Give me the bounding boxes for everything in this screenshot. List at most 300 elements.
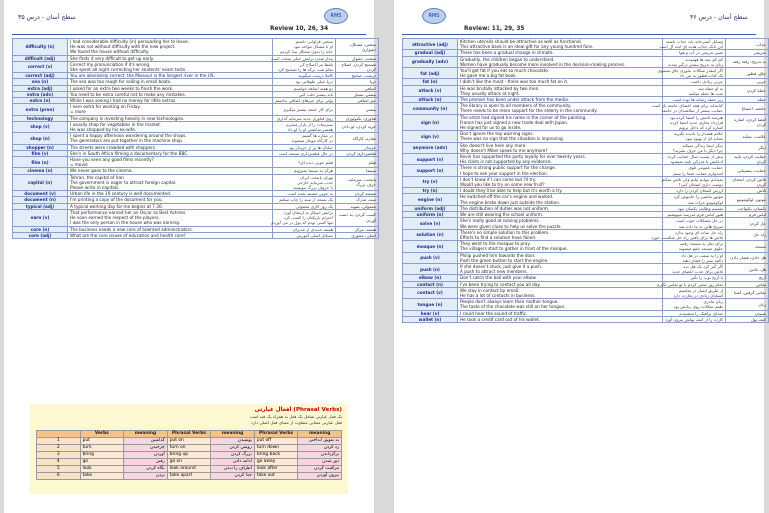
- english-example: I spent a happy afternoon wandering around the shops.: [70, 133, 187, 139]
- vocab-meaning: بیشتر: [336, 104, 379, 115]
- vocab-english: [458, 165, 663, 176]
- vocab-word: core (n): [13, 226, 68, 232]
- vocab-meaning: جامعه، اجتماع: [726, 103, 769, 114]
- vocab-persian: [270, 55, 336, 61]
- persian-translation: با آرنج توپ را نگیر: [690, 275, 723, 281]
- vocab-row: [403, 85, 769, 96]
- vocab-english: [68, 209, 273, 226]
- english-example: There was no sign that the situation is improving.: [460, 136, 565, 142]
- english-example: There has been a gradual change in climate.: [460, 50, 554, 56]
- vocab-meaning: دیگر: [726, 142, 769, 153]
- vocab-english: [68, 104, 273, 115]
- vocab-row: [403, 194, 769, 205]
- phrasal-meaning: جدا کردن: [211, 473, 255, 480]
- english-example: Efforts to find a solution have failed.: [460, 234, 537, 240]
- vocab-row: [403, 39, 769, 50]
- english-example: The villagers start to gather in front of the mosque.: [460, 246, 568, 252]
- vocab-persian: [663, 97, 726, 103]
- persian-translation: با حروف بزرگ بنویسید: [293, 185, 333, 191]
- vocab-word: technology: [13, 115, 68, 121]
- english-example: I could hear the sound of traffic.: [460, 310, 528, 316]
- vocab-meaning: هل، تلاش: [726, 263, 769, 274]
- vocab-word: sign (v): [403, 131, 458, 142]
- vocab-meaning: دریا: [336, 79, 379, 85]
- phrasal-verb: go on: [167, 459, 211, 466]
- persian-translation: برایش اسکار به ارمغان آورد: [283, 209, 333, 215]
- vocab-word: film (v): [13, 150, 68, 156]
- vocab-meaning: تماس: [726, 281, 769, 287]
- english-example: She finds it very difficult to get up early.: [70, 55, 154, 61]
- persian-translation: نشانه ای از بهبود نبود: [685, 136, 723, 142]
- english-example: The premier has been under attack from the media.: [460, 97, 570, 103]
- persian-translation: تلاش برای جذب اعضای جدید: [672, 269, 723, 275]
- row-number: 2: [37, 445, 81, 452]
- vocab-meaning: سخت، دشوار: [336, 55, 379, 61]
- english-example: That performance earned her an Oscar as Best Actress.: [70, 209, 187, 215]
- persian-translation: شب ها حمله میکنند: [688, 90, 723, 96]
- phrasal-verb: turn down: [254, 445, 298, 452]
- vocab-word: extra (adv): [13, 91, 68, 97]
- persian-translation: یک روز کاری معمولی: [295, 203, 333, 209]
- persian-translation: بیدار شدن برایش خیلی سخت است: [270, 55, 333, 61]
- vocab-meaning: حمله: [726, 97, 769, 103]
- verb-meaning: چرخیدن: [124, 445, 168, 452]
- english-example: There's no simple solution to this problem.: [460, 229, 550, 235]
- vocab-persian: [663, 287, 726, 298]
- vocab-persian: [273, 104, 336, 115]
- vocab-word: mosque (n): [403, 241, 458, 252]
- phrasal-header: meaning: [124, 431, 168, 438]
- persian-translation: اگر اینقدر شکلات بخوری چاق میشوی: [657, 68, 723, 74]
- english-example: The business needs a new core of talented administrators.: [70, 226, 193, 232]
- english-example: = movie: [70, 162, 88, 168]
- vocab-word: document (n): [13, 197, 68, 203]
- phrasal-verb: bring back: [254, 452, 298, 459]
- vocab-meaning: مستند کردن: [336, 191, 379, 197]
- vocab-row: [13, 121, 379, 132]
- persian-translation: پولی برای چیزهای اضافی نداشتم: [275, 98, 333, 104]
- rms-badge: RMS: [324, 8, 348, 24]
- vocab-persian: [273, 133, 336, 144]
- base-verb: take: [80, 473, 124, 480]
- english-example: The sea was too rough for sailing in small boats.: [70, 79, 172, 85]
- english-example: She's in South Africa filming a documentary for the BBC.: [70, 150, 189, 156]
- vocab-row: [13, 61, 379, 72]
- vocab-word: solve (v): [403, 218, 458, 229]
- vocab-english: [458, 194, 663, 205]
- phrasal-header-num: [37, 431, 81, 438]
- vocab-persian: [273, 174, 336, 191]
- english-example: I usually shop for vegetables in the market.: [70, 121, 162, 127]
- vocab-word: extra (pron): [13, 104, 68, 115]
- english-example: I didn't like the meat - there was too much fat on it.: [460, 79, 569, 85]
- english-example: The government is eager to attract foreign capital.: [70, 179, 177, 185]
- vocab-row: [403, 131, 769, 142]
- vocab-english: [68, 157, 273, 168]
- base-verb: go: [80, 459, 124, 466]
- vocab-meaning: امضا کردن، اشاره کردن: [726, 114, 769, 131]
- vocab-word: push (n): [403, 263, 458, 274]
- phrasal-header: Phrasal Verbs: [254, 431, 298, 438]
- english-example: The library is open to all members of the community.: [460, 103, 572, 109]
- persian-translation: زبان مادری: [703, 299, 723, 305]
- phrasal-meaning: اطراف را دیدن: [211, 466, 255, 473]
- vocab-english: [458, 131, 663, 142]
- persian-translation: دریا خیلی طوفانی بود: [295, 79, 333, 85]
- persian-translation: جلوی مسجد جمع میشوند: [678, 246, 723, 252]
- phrasal-verb: bring up: [167, 452, 211, 459]
- english-example: I don't know if I can come but I'll try.: [460, 176, 537, 182]
- english-example: The taste of the chocolate was still on her tongue.: [460, 304, 566, 310]
- row-number: 3: [37, 452, 81, 459]
- english-example: I had considerable difficulty (in) persuading her to leave.: [70, 39, 190, 44]
- english-example: I doubt they'll be able to help but it's worth a try.: [460, 188, 563, 194]
- english-example: Correct my pronunciation if it's wrong.: [70, 61, 151, 67]
- vocab-word: sea (n): [13, 79, 68, 85]
- vocab-word: support (n): [403, 165, 458, 176]
- persian-translation: دیگر اینجا زندگی نمیکند: [682, 142, 723, 148]
- english-example: There needs to be more support for the elderly in the community.: [460, 108, 598, 114]
- vocab-meaning: اضافی: [336, 85, 379, 91]
- vocab-row: [13, 39, 379, 56]
- english-example: We were given clues to help us solve the puzzle.: [460, 223, 562, 229]
- persian-translation: چربی زیادی داشت: [690, 79, 723, 85]
- persian-translation: کاملا درست میگویید: [298, 73, 333, 79]
- vocab-meaning: سند، مدرک: [336, 197, 379, 203]
- english-example: She's really good at solving problems.: [460, 218, 540, 224]
- left-page: [4, 0, 374, 513]
- rms-badge: RMS: [422, 8, 446, 24]
- vocab-word: contact (n): [403, 281, 458, 287]
- header-rule: [12, 34, 366, 35]
- vocab-row: [403, 299, 769, 310]
- vocab-word: engine (n): [403, 194, 458, 205]
- vocab-persian: [651, 103, 726, 114]
- vocab-persian: [273, 209, 336, 226]
- vocab-meaning: شنیدن: [726, 310, 769, 316]
- phrasal-header-row: [37, 431, 342, 438]
- phrasal-title: افعال عبارتی (Phrasal Verbs): [254, 407, 342, 413]
- vocab-persian: [663, 252, 726, 263]
- english-example: What are the core issues of education and health care?: [70, 232, 186, 238]
- vocab-meaning: فناوری، تکنولوژی: [336, 115, 379, 121]
- persian-translation: برای نماز به مسجد رفتند: [679, 241, 723, 247]
- persian-translation: باید بیشتر دقت کنی: [298, 91, 333, 97]
- phrasal-header: Verbs: [80, 431, 124, 438]
- persian-translation: تغییر تدریجی در آب و هوا: [679, 50, 723, 56]
- persian-translation: هسته جدیدی از مدیران: [292, 226, 333, 232]
- vocab-persian: [658, 39, 726, 50]
- persian-translation: حمایت عمومی قوی: [688, 165, 723, 171]
- vocab-meaning: مسجد: [726, 241, 769, 252]
- english-example: If she doesn't stuck, just give it a push.: [460, 263, 543, 269]
- vocab-english: [68, 174, 273, 191]
- persian-translation: دوست داری امتحان کنی؟: [678, 182, 723, 188]
- vocab-english: [458, 263, 663, 274]
- persian-translation: خیابان ها پر از خریدار بود: [288, 144, 333, 150]
- vocab-persian: [273, 115, 336, 121]
- vocab-english: [68, 61, 273, 72]
- vocab-english: [458, 241, 663, 252]
- left-page-title: سطح آسان - درس ۳۵: [18, 14, 76, 21]
- vocab-word: shopper (n): [13, 144, 68, 150]
- english-example: There is strong public support for the change.: [460, 165, 557, 171]
- vocab-row: [13, 104, 379, 115]
- english-example: = more: [70, 109, 86, 115]
- vocab-meaning: سختی، مشکل، دشواری: [336, 39, 379, 56]
- vocab-english: [458, 39, 663, 50]
- persian-translation: برای کار جمعه بیشتر میگیرم: [283, 106, 333, 112]
- phrasal-verb: take out: [254, 473, 298, 480]
- english-example: Gradually, the children began to understand.: [460, 56, 555, 62]
- vocab-persian: [273, 150, 336, 156]
- vocab-persian: [273, 61, 336, 72]
- vocab-row: [403, 56, 769, 67]
- phrasal-line-1: یک فعل عبارتی شامل یک فعل به همراه یک قید است: [249, 414, 342, 419]
- vocab-persian: [663, 131, 726, 142]
- vocab-word: difficulty (n): [13, 39, 68, 56]
- vocab-persian: [663, 154, 726, 165]
- persian-translation: کم کم بچه ها فهمیدند: [685, 56, 723, 62]
- vocab-meaning: بیشتر، بسیار: [336, 91, 379, 97]
- persian-translation: احترام بازیکنان را کسب کرد: [283, 215, 333, 221]
- vocab-persian: [273, 39, 336, 56]
- vocab-meaning: حمایت کردن، تایید کردن: [726, 154, 769, 165]
- vocab-row: [403, 263, 769, 274]
- english-example: He was not without difficulty with the new project.: [70, 44, 176, 50]
- english-example: We stay in contact by email.: [460, 287, 520, 293]
- phrasal-meaning: بیرون آوردن: [298, 473, 342, 480]
- verb-meaning: آوردن: [124, 452, 168, 459]
- vocab-meaning: آرنج: [726, 275, 769, 281]
- vocab-english: [458, 103, 663, 114]
- vocab-word: support (v): [403, 154, 458, 165]
- vocab-word: earn (v): [13, 209, 68, 226]
- persian-translation: دو هفته اضافه خواستم: [293, 85, 333, 91]
- row-number: 6: [37, 473, 81, 480]
- persian-translation: سختی فراوانی داشتم: [295, 39, 333, 44]
- vocab-meaning: درست، صحیح: [336, 73, 379, 79]
- persian-translation: ادعایش با مدرکی تایید نمیشود: [670, 159, 723, 165]
- persian-translation: چرا دیگر با من حرف نمیزند؟: [672, 147, 723, 153]
- english-example: The company is investing heavily in new technologies.: [70, 115, 185, 121]
- vocab-persian: [273, 232, 336, 238]
- english-example: People don't always learn their mother tongue.: [460, 299, 559, 305]
- english-example: I asked for an extra two weeks to finish the work.: [70, 85, 174, 91]
- vocab-meaning: فیلمبرداری کردن: [336, 150, 379, 156]
- vocab-meaning: کسب کردن، به دست آوردن: [336, 209, 379, 226]
- english-example: Don't ignore the top warning signs.: [460, 131, 534, 137]
- vocab-persian: [663, 263, 726, 274]
- vocab-english: [458, 68, 663, 79]
- vocab-english: [458, 85, 663, 96]
- vocab-persian: [663, 176, 726, 187]
- english-example: He was shopped by his ex-wife.: [70, 127, 137, 133]
- english-example: They went to the mosque to pray.: [460, 241, 531, 247]
- persian-translation: راه حل ساده ای وجود ندارد: [674, 229, 723, 235]
- persian-translation: تلاش ها برای یافتن راه حل شکست خورد: [651, 234, 723, 240]
- vocab-row: [403, 252, 769, 263]
- row-number: 4: [37, 459, 81, 466]
- vocab-meaning: معمولی، نمونه: [336, 203, 379, 209]
- english-example: He took a credit card out of his wallet.: [460, 316, 541, 322]
- vocab-row: [403, 165, 769, 176]
- vocab-word: extra (n): [13, 98, 68, 104]
- vocab-persian: [273, 157, 336, 168]
- vocab-meaning: اصلی، محوری: [336, 232, 379, 238]
- vocab-meaning: خرید کردن، لو دادن: [336, 121, 379, 132]
- vocab-word: shop (v): [13, 121, 68, 132]
- vocab-english: [68, 133, 273, 144]
- vocab-meaning: هل دادن، فشار دادن: [726, 252, 769, 263]
- english-example: We found the house without difficulty.: [70, 49, 150, 55]
- english-example: Why doesn't Mikel speak to me anymore?: [460, 147, 548, 153]
- vocab-word: wallet (n): [403, 316, 458, 322]
- persian-translation: زنان به تدریج بیشتر درگیر شدند: [667, 61, 723, 67]
- english-example: Have you seen any good films recently?: [70, 157, 154, 163]
- vocab-meaning: راه حل: [726, 229, 769, 240]
- persian-translation: زیر حمله رسانه ها بوده است: [672, 97, 723, 103]
- vocab-persian: [656, 281, 726, 287]
- right-page-title: سطح آسان - درس ۳۶: [690, 14, 748, 21]
- persian-translation: صدای ترافیک را میشنیدم: [679, 310, 723, 316]
- phrasal-row: [37, 452, 342, 459]
- vocab-row: [403, 229, 769, 240]
- phrasal-verb: put off: [254, 438, 298, 445]
- vocab-word: attack (n): [403, 97, 458, 103]
- vocab-word: fat (adj): [403, 68, 458, 79]
- english-example: You'll get fat if you eat so much chocolate.: [460, 68, 550, 74]
- vocab-word: document (v): [13, 191, 68, 197]
- english-example: You are absolutely correct; the Missouri is the longest river in the US.: [70, 73, 215, 79]
- english-example: He signed for us to go inside.: [460, 125, 522, 131]
- row-number: 1: [37, 438, 81, 445]
- persian-translation: وسایل آشپزخانه باید جذاب باشند: [665, 39, 723, 44]
- left-review-label: Review 10, 26, 34: [270, 26, 329, 32]
- persian-translation: یک نسخه از سند را چاپ میکنم: [279, 197, 333, 203]
- persian-translation: سبزیجات را از بازار میخرم: [286, 121, 333, 127]
- english-example: Push the green button to start the engine.: [460, 257, 549, 263]
- english-example: You need to be extra careful not to make any mistakes.: [70, 91, 186, 97]
- vocab-english: [458, 299, 663, 310]
- english-example: He gave me a big fat book.: [460, 73, 517, 79]
- phrasal-meaning: ادامه دادن: [211, 459, 255, 466]
- vocab-meaning: زبان: [726, 299, 769, 310]
- english-example: This attractive bank is an ideal gift for any young hundred fans.: [460, 44, 594, 50]
- persian-translation: آشنایان زیادی در تجارت دارد: [673, 292, 723, 298]
- english-example: Tehran, the capital of Iran: [70, 174, 124, 180]
- vocab-row: [403, 218, 769, 229]
- phrasal-header: meaning: [211, 431, 255, 438]
- vocab-persian: [651, 229, 726, 240]
- vocab-word: typical (adj): [13, 203, 68, 209]
- persian-translation: بیش از بیست سال حمایت کرده: [667, 154, 723, 160]
- english-example: He was brutally attacked by two men.: [460, 85, 540, 91]
- vocab-word: solution (n): [403, 229, 458, 240]
- persian-translation: خانه را بدون مشکل پیدا کردیم: [280, 49, 333, 55]
- persian-translation: تمام شب برگه ها را تصحیح کرد: [277, 67, 333, 73]
- phrasal-verb: go away: [254, 459, 298, 466]
- english-example: I've been trying to contact you all day.: [460, 281, 541, 287]
- english-example: Women have gradually become more involved in the decision-making process.: [460, 61, 626, 67]
- english-example: We never goes to the cinema.: [70, 168, 133, 174]
- english-example: He has a lot of contacts in business.: [460, 292, 536, 298]
- base-verb: turn: [80, 445, 124, 452]
- vocab-english: [458, 142, 663, 153]
- persian-translation: دکمه سبز را فشار دهید: [682, 257, 723, 263]
- phrasal-row: [37, 459, 342, 466]
- persian-translation: در مغازه ها گشتم: [302, 133, 333, 139]
- right-page: [394, 0, 764, 513]
- vocab-english: [458, 176, 663, 187]
- persian-translation: هنوز لباس فرم مدرسه میپوشیم: [667, 212, 723, 218]
- english-example: Would you like to try on some new fruit?: [460, 182, 545, 188]
- phrasal-row: [37, 473, 342, 480]
- vocab-word: cinema (n): [13, 168, 68, 174]
- vocab-meaning: مغازه، کارگاه: [336, 133, 379, 144]
- vocab-persian: [663, 142, 726, 153]
- english-example: They usually attack at night.: [460, 90, 520, 96]
- persian-translation: تقسیم وظایف یکسان نبود: [677, 205, 723, 211]
- vocab-meaning: خریدار: [336, 144, 379, 150]
- persian-translation: طعم شکلات روی زبانش بود: [673, 304, 723, 310]
- persian-translation: از طریق ایمیل در تماسیم: [678, 287, 723, 293]
- phrasal-meaning: دور شدن: [298, 459, 342, 466]
- phrasal-header: meaning: [298, 431, 342, 438]
- verb-meaning: گذاشتن: [124, 438, 168, 445]
- vocab-word: shop (n): [13, 133, 68, 144]
- english-example: France has just signed a new trade deal with Japan.: [460, 119, 569, 125]
- persian-translation: به خوبی مستند شده است: [287, 191, 333, 197]
- phrasal-meaning: برگرداندن: [298, 452, 342, 459]
- vocab-word: try (n): [403, 188, 458, 194]
- persian-translation: این بانک جذاب هدیه ای ایده آل است: [658, 44, 723, 50]
- persian-translation: روی فناوری جدید سرمایه گذاری: [276, 115, 333, 121]
- english-example: Philip pushed him towards the door.: [460, 252, 536, 258]
- vocab-meaning: تلاش: [726, 188, 769, 194]
- persian-translation: به او حمله شد: [698, 85, 723, 91]
- vocab-word: hear (v): [403, 310, 458, 316]
- phrasal-meaning: روشن کردن: [211, 445, 255, 452]
- row-number: 5: [37, 466, 81, 473]
- verb-meaning: نگاه کردن: [124, 466, 168, 473]
- left-header: [4, 0, 374, 34]
- phrasal-meaning: پوشیدن: [211, 438, 255, 445]
- right-vocab-table: [402, 38, 769, 323]
- vocab-english: [68, 121, 273, 132]
- phrasal-table: [36, 430, 342, 480]
- vocab-persian: [663, 218, 726, 229]
- phrasal-meaning: به تعویق انداختن: [298, 438, 342, 445]
- header-rule: [402, 34, 756, 35]
- vocab-persian: [273, 121, 336, 132]
- english-example: Kitchen utensils should be attractive as well as functional.: [460, 39, 582, 44]
- persian-translation: در حل مشکلات خوب است: [675, 218, 723, 224]
- vocab-english: [458, 218, 663, 229]
- vocab-persian: [663, 85, 726, 96]
- english-example: Kevin has supported the party loyally for over twenty years.: [460, 154, 586, 160]
- base-verb: put: [80, 438, 124, 445]
- vocab-word: fat (n): [403, 79, 458, 85]
- vocab-persian: [663, 165, 726, 176]
- english-example: He soon earned the respect of the players.: [70, 215, 160, 221]
- phrasal-row: [37, 438, 342, 445]
- persian-translation: کارت را از کیف پولش بیرون آورد: [664, 316, 723, 322]
- vocab-meaning: حل کردن: [726, 218, 769, 229]
- vocab-meaning: هسته، مرکز: [336, 226, 379, 232]
- vocab-row: [13, 174, 379, 191]
- persian-translation: حمایت بیشتر از سالمندان در جامعه: [661, 108, 723, 114]
